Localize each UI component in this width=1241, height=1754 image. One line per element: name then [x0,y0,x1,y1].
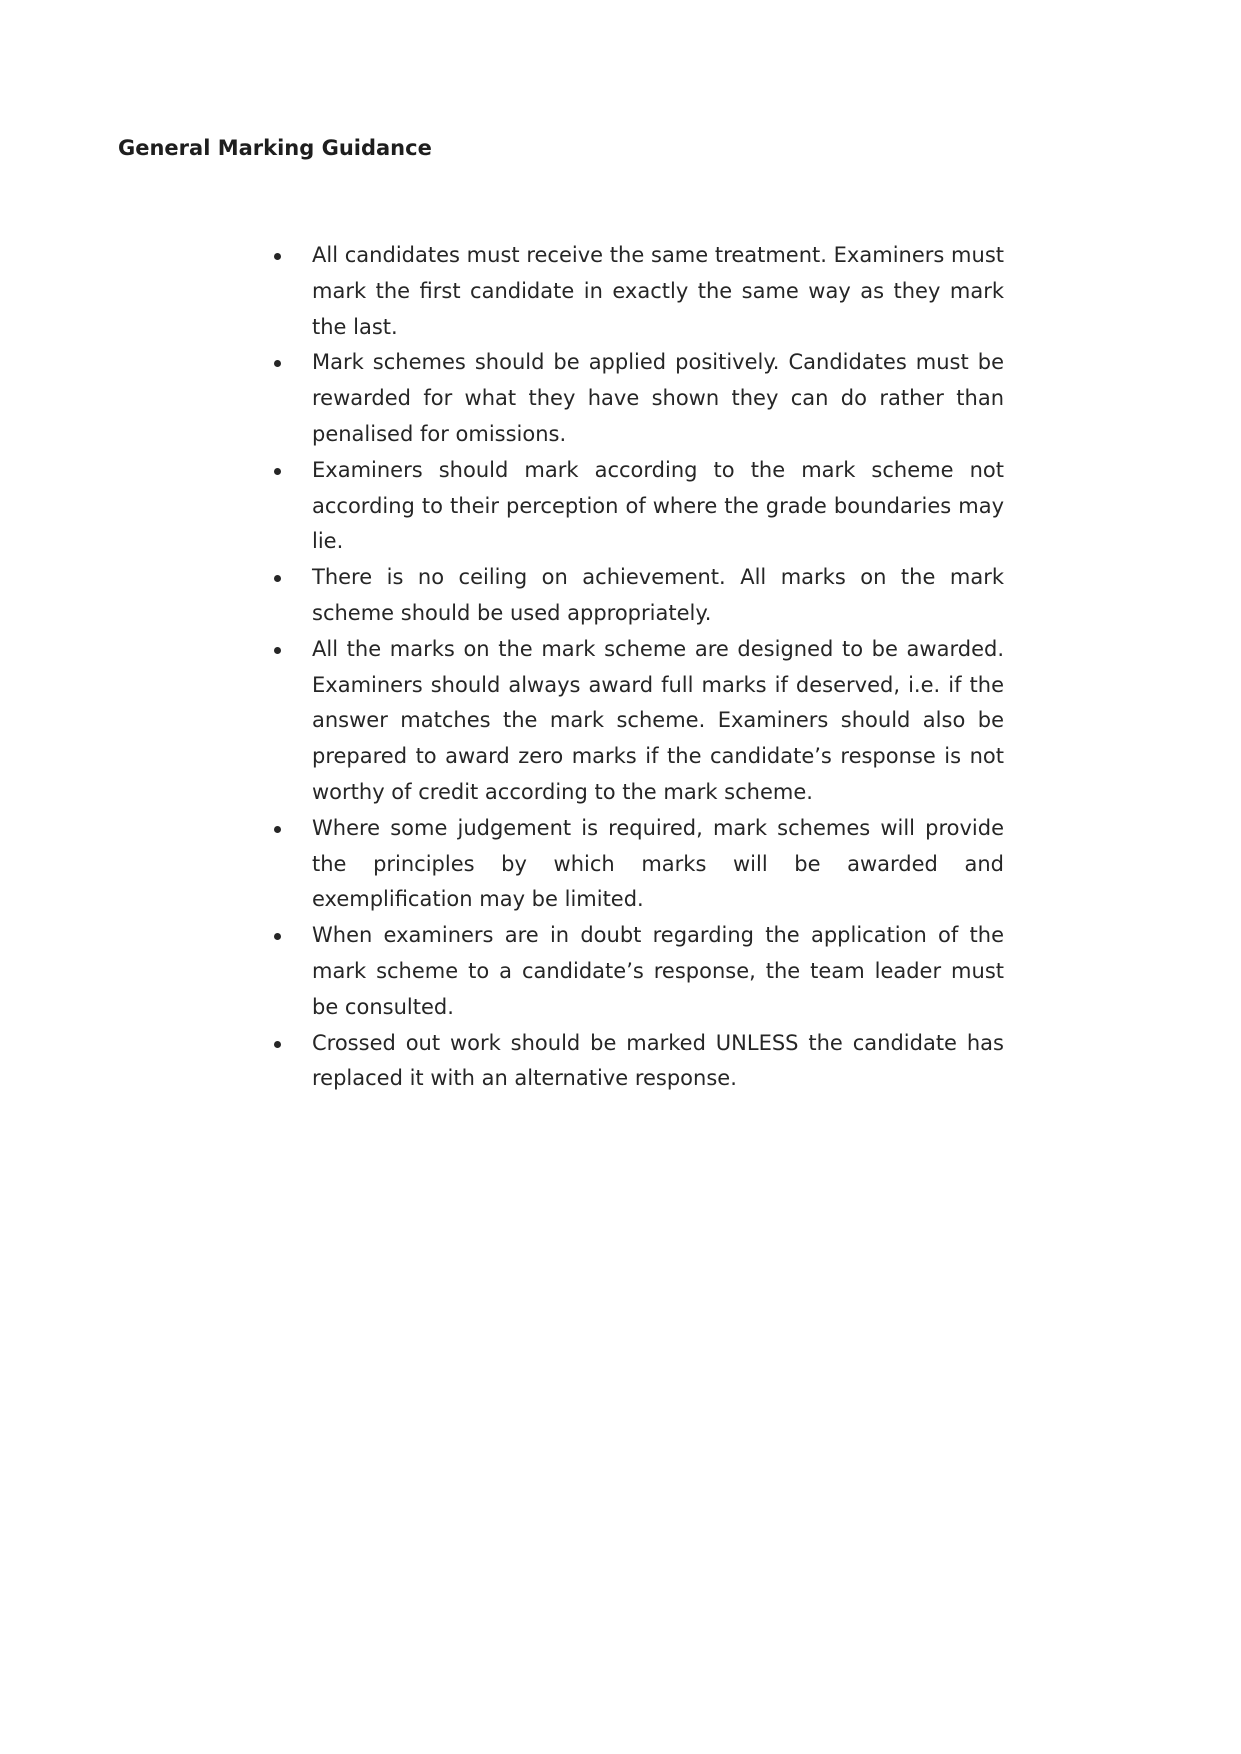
list-item [274,560,1004,632]
list-item [274,453,1004,560]
bullet-dot-icon [274,360,281,367]
list-item-text: Examiners should mark according to the mark scheme not according to their perception of where the grade boundaries may lie. [312,457,1004,554]
list-item-text: When examiners are in doubt regarding the application of the mark scheme to a candidate’s response, the team leader must be consulted. [312,923,1004,1019]
bullet-dot-icon [274,1041,281,1048]
list-item-text: Crossed out work should be marked UNLESS the candidate has replaced it with an alternative response. [312,1030,1004,1091]
list-item [274,632,1004,811]
list-item-text: Where some judgement is required, mark schemes will provide the principles by which marks will be awarded and exemplification may be limited. [312,815,1004,912]
list-item [274,345,1004,452]
list-item [274,238,1004,345]
list-item-text: There is no ceiling on achievement. All marks on the mark scheme should be used appropriately. [312,565,1004,625]
list-item-text: Mark schemes should be applied positively. Candidates must be rewarded for what they have shown they can do rather than penalised for omissions. [312,350,1004,446]
bullet-dot-icon [274,253,281,260]
list-item-text: All the marks on the mark scheme are designed to be awarded. Examiners should always award full marks if deserved, i.e. if the answer matches the mark scheme. Examiners should also be prepared to award zero marks if the candidate’s response is not worthy of credit according to the mark scheme. [312,636,1004,804]
list-item-text: All candidates must receive the same treatment. Examiners must mark the first candidate in exactly the same way as they mark the last. [312,243,1004,339]
bullet-dot-icon [274,468,281,475]
bullet-dot-icon [274,647,281,654]
list-item [274,1026,1004,1098]
list-item [274,811,1004,918]
bullet-dot-icon [274,575,281,582]
bullet-dot-icon [274,933,281,940]
bullet-dot-icon [274,826,281,833]
page-title: General Marking Guidance [118,136,432,160]
list-item [274,918,1004,1025]
guidance-list [274,238,1004,1097]
